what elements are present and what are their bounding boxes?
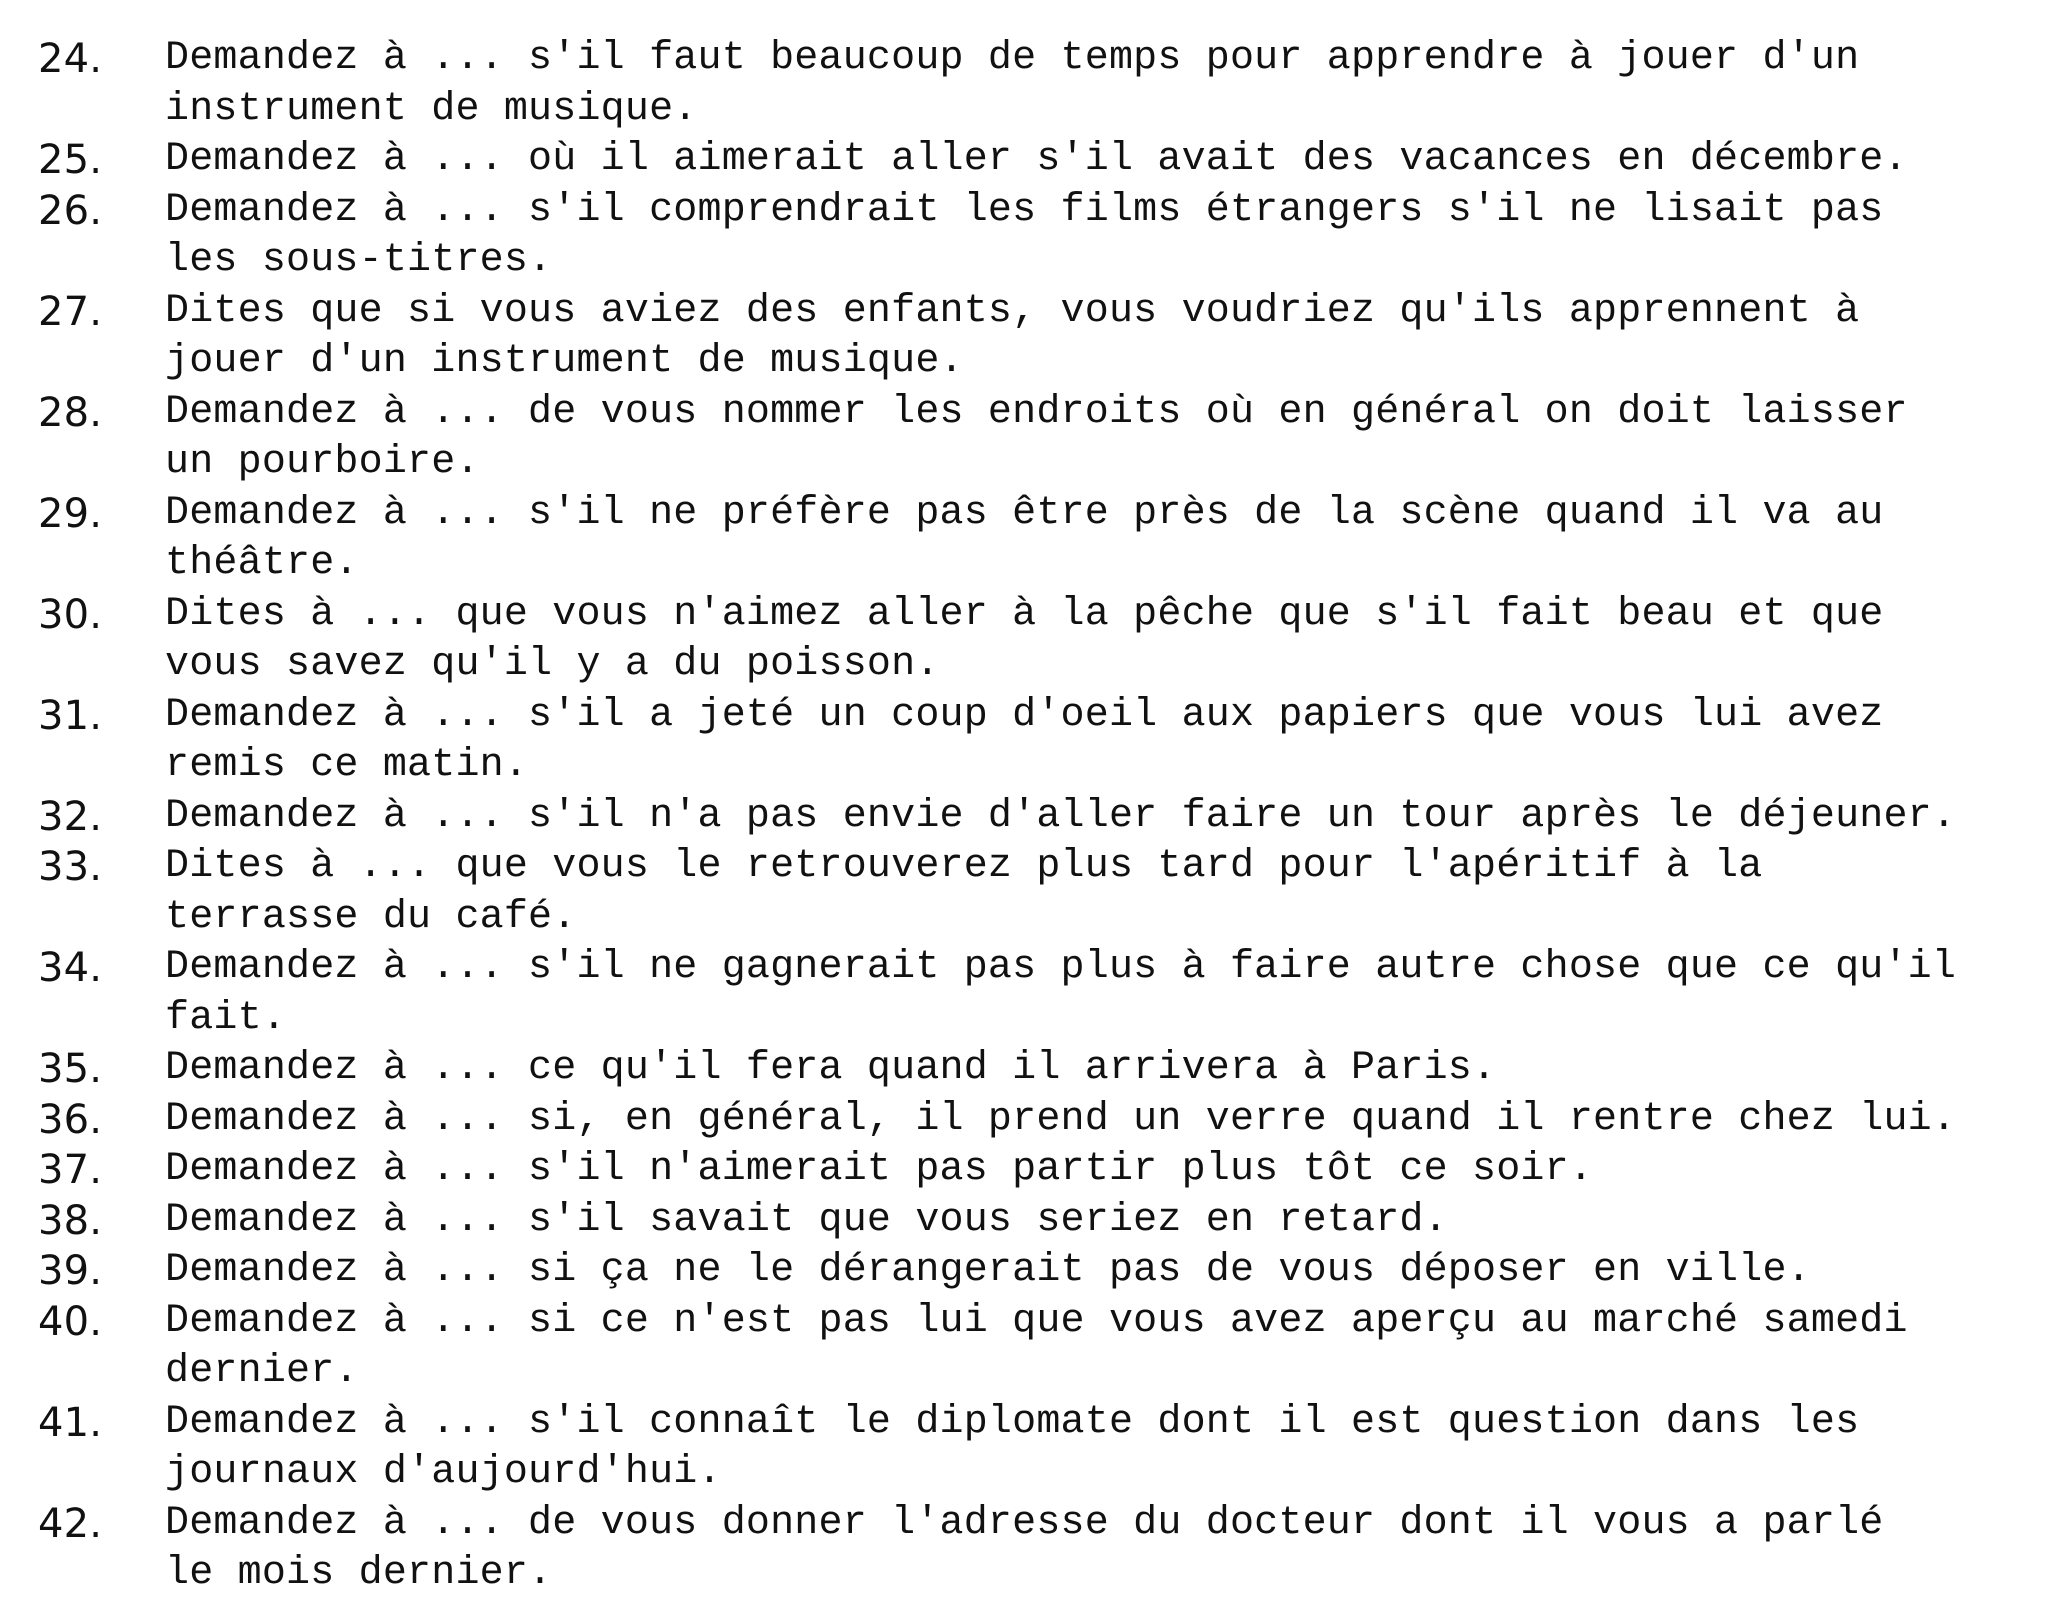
exercise-list	[38, 34, 2038, 1600]
item-text: Demandez à ... s'il faut beaucoup de temps pour apprendre à jouer d'un instrument de musique.	[165, 36, 1860, 132]
list-item-39	[38, 1246, 2038, 1297]
item-number: 40.	[38, 1298, 103, 1345]
item-number: 38.	[38, 1197, 103, 1244]
item-number: 28.	[38, 389, 103, 436]
list-item-33	[38, 842, 2038, 943]
list-item-38	[38, 1196, 2038, 1247]
item-number: 41.	[38, 1399, 103, 1446]
list-item-36	[38, 1095, 2038, 1146]
list-item-35	[38, 1044, 2038, 1095]
item-text: Demandez à ... s'il comprendrait les films étrangers s'il ne lisait pas les sous-titres.	[165, 187, 1884, 283]
item-text: Demandez à ... s'il ne gagnerait pas plus à faire autre chose que ce qu'il fait.	[165, 945, 1957, 1041]
item-number: 27.	[38, 288, 103, 335]
item-text: Demandez à ... où il aimerait aller s'il avait des vacances en décembre.	[165, 137, 1908, 182]
item-text: Demandez à ... si, en général, il prend un verre quand il rentre chez lui.	[165, 1096, 1957, 1142]
item-number: 39.	[38, 1248, 103, 1294]
list-item-37	[38, 1145, 2038, 1196]
item-number: 24.	[38, 36, 103, 82]
item-number: 35.	[38, 1046, 103, 1092]
item-number: 31.	[38, 692, 103, 739]
item-number: 36.	[38, 1096, 103, 1143]
item-text: Demandez à ... s'il n'a pas envie d'aller faire un tour après le déjeuner.	[165, 793, 1957, 839]
list-item-31	[38, 691, 2038, 792]
item-number: 37.	[38, 1147, 103, 1193]
list-item-30	[38, 590, 2038, 691]
item-number: 34.	[38, 945, 103, 991]
list-item-40	[38, 1297, 2038, 1398]
item-text: Demandez à ... s'il a jeté un coup d'oeil aux papiers que vous lui avez remis ce matin.	[165, 692, 1884, 788]
item-text: Demandez à ... s'il savait que vous seriez en retard.	[165, 1197, 1448, 1243]
item-text: Demandez à ... s'il connaît le diplomate dont il est question dans les journaux d'aujourd'hui.	[165, 1399, 1860, 1495]
item-text: Dites à ... que vous n'aimez aller à la pêche que s'il fait beau et que vous savez qu'il y a du poisson.	[165, 591, 1884, 687]
item-text: Demandez à ... s'il n'aimerait pas partir plus tôt ce soir.	[165, 1147, 1594, 1192]
item-number: 42.	[38, 1500, 103, 1547]
item-number: 30.	[38, 591, 103, 638]
list-item-28	[38, 388, 2038, 489]
item-number: 26.	[38, 187, 103, 234]
list-item-42	[38, 1499, 2038, 1600]
list-item-41	[38, 1398, 2038, 1499]
item-number: 29.	[38, 490, 103, 537]
list-item-29	[38, 489, 2038, 590]
item-text: Demandez à ... de vous nommer les endroits où en général on doit laisser un pourboire.	[165, 389, 1908, 485]
list-item-34	[38, 943, 2038, 1044]
item-number: 25.	[38, 137, 103, 183]
item-text: Demandez à ... ce qu'il fera quand il arrivera à Paris.	[165, 1046, 1497, 1091]
item-number: 33.	[38, 844, 103, 890]
item-text: Demandez à ... si ce n'est pas lui que vous avez aperçu au marché samedi dernier.	[165, 1298, 1908, 1394]
item-text: Dites que si vous aviez des enfants, vous voudriez qu'ils apprennent à jouer d'un instrument de musique.	[165, 288, 1860, 384]
list-item-26	[38, 186, 2038, 287]
item-text: Demandez à ... s'il ne préfère pas être près de la scène quand il va au théâtre.	[165, 490, 1884, 586]
list-item-24	[38, 34, 2038, 135]
list-item-32	[38, 792, 2038, 843]
item-text: Demandez à ... si ça ne le dérangerait pas de vous déposer en ville.	[165, 1248, 1811, 1293]
item-number: 32.	[38, 793, 103, 840]
item-text: Demandez à ... de vous donner l'adresse du docteur dont il vous a parlé le mois dernier.	[165, 1500, 1884, 1596]
item-text: Dites à ... que vous le retrouverez plus tard pour l'apéritif à la terrasse du café.	[165, 844, 1763, 940]
list-item-25	[38, 135, 2038, 186]
list-item-27	[38, 287, 2038, 388]
